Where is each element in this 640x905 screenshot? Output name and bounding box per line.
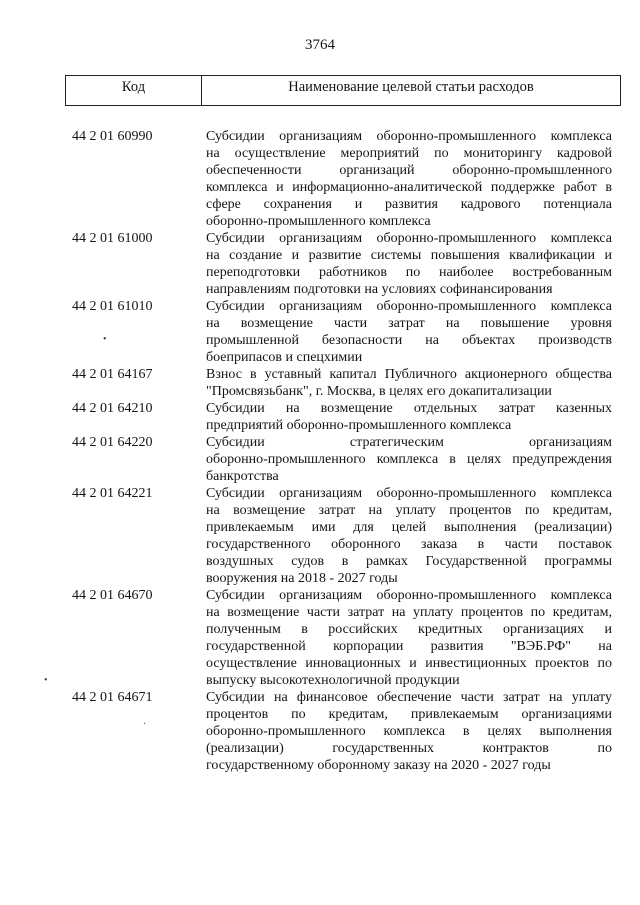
description-line: государственному оборонному заказу на 2020 - 2027 годы — [206, 758, 551, 773]
row-description — [206, 128, 612, 230]
description-line: оборонно-промышленного комплекса в целях выполнения — [206, 724, 612, 739]
description-line: Субсидии на возмещение отдельных затрат казенных — [206, 401, 612, 416]
row-description — [206, 689, 612, 774]
table-row — [0, 587, 640, 689]
row-description — [206, 230, 612, 298]
row-code: 44 2 01 60990 — [72, 129, 153, 144]
row-code: 44 2 01 64167 — [72, 367, 153, 382]
row-code: 44 2 01 64221 — [72, 486, 153, 501]
table-row — [0, 128, 640, 230]
table-row — [0, 298, 640, 366]
description-line: банкротства — [206, 469, 279, 484]
table-row — [0, 434, 640, 485]
description-line: боеприпасов и спецхимии — [206, 350, 363, 365]
row-description — [206, 400, 612, 434]
description-line: сфере сохранения и развития кадрового потенциала — [206, 197, 612, 212]
description-line: Субсидии на финансовое обеспечение части затрат на уплату — [206, 690, 612, 705]
description-line: оборонно-промышленного комплекса в целях предупреждения — [206, 452, 612, 467]
description-line: процентов по кредитам, привлекаемым организациями — [206, 707, 612, 722]
row-code: 44 2 01 64671 — [72, 690, 153, 705]
description-line: на возмещение части затрат на повышение уровня — [206, 316, 612, 331]
row-description — [206, 366, 612, 400]
table-header — [65, 75, 621, 106]
description-line: на возмещение затрат на уплату процентов по кредитам, — [206, 503, 612, 518]
table-row — [0, 400, 640, 434]
description-line: государственной корпорации развития "ВЭБ.РФ" на — [206, 639, 612, 654]
row-code: 44 2 01 61000 — [72, 231, 153, 246]
row-code: 44 2 01 64220 — [72, 435, 153, 450]
description-line: предприятий оборонно-промышленного комплекса — [206, 418, 512, 433]
description-line: "Промсвязьбанк", г. Москва, в целях его докапитализации — [206, 384, 552, 399]
budget-rows — [0, 128, 640, 774]
header-name-label: Наименование целевой статьи расходов — [288, 79, 534, 95]
description-line: воздушных судов в рамках Государственной программы — [206, 554, 612, 569]
row-code: 44 2 01 64670 — [72, 588, 153, 603]
description-line: комплекса и информационно-аналитической поддержке работ в — [206, 180, 612, 195]
description-line: Субсидии организациям оборонно-промышленного комплекса — [206, 588, 612, 603]
description-line: государственного оборонного заказа в части поставок — [206, 537, 612, 552]
description-line: оборонно-промышленного комплекса — [206, 214, 431, 229]
page-number: 3764 — [305, 37, 335, 53]
row-description — [206, 485, 612, 587]
description-line: Субсидии организациям оборонно-промышленного комплекса — [206, 129, 612, 144]
row-description — [206, 587, 612, 689]
table-row — [0, 366, 640, 400]
description-line: привлекаемым ими для целей выполнения (реализации) — [206, 520, 612, 535]
scan-speck: • — [103, 334, 107, 345]
row-code: 44 2 01 61010 — [72, 299, 153, 314]
scan-speck: · — [143, 719, 147, 730]
row-description — [206, 434, 612, 485]
scan-speck: • — [44, 675, 48, 686]
description-line: на осуществление мероприятий по мониторингу кадровой — [206, 146, 612, 161]
table-row — [0, 230, 640, 298]
description-line: осуществление инновационных и инвестиционных проектов по — [206, 656, 612, 671]
description-line: Субсидии организациям оборонно-промышленного комплекса — [206, 299, 612, 314]
description-line: (реализации) государственных контрактов по — [206, 741, 612, 756]
description-line: Взнос в уставный капитал Публичного акционерного общества — [206, 367, 612, 382]
row-code: 44 2 01 64210 — [72, 401, 153, 416]
description-line: промышленной безопасности на объектах производств — [206, 333, 612, 348]
row-description — [206, 298, 612, 366]
description-line: полученным в российских кредитных организациях и — [206, 622, 612, 637]
description-line: направлениям подготовки на условиях софинансирования — [206, 282, 553, 297]
description-line: переподготовки работников по наиболее востребованным — [206, 265, 612, 280]
description-line: вооружения на 2018 - 2027 годы — [206, 571, 398, 586]
description-line: выпуску высокотехнологичной продукции — [206, 673, 460, 688]
description-line: Субсидии организациям оборонно-промышленного комплекса — [206, 486, 612, 501]
description-line: Субсидии организациям оборонно-промышленного комплекса — [206, 231, 612, 246]
table-row — [0, 689, 640, 774]
description-line: на создание и развитие системы повышения квалификации и — [206, 248, 612, 263]
table-row — [0, 485, 640, 587]
description-line: Субсидии стратегическим организациям — [206, 435, 612, 450]
header-code-label: Код — [66, 76, 202, 105]
description-line: на возмещение части затрат на уплату процентов по кредитам, — [206, 605, 612, 620]
description-line: обеспеченности организаций оборонно-промышленного — [206, 163, 612, 178]
